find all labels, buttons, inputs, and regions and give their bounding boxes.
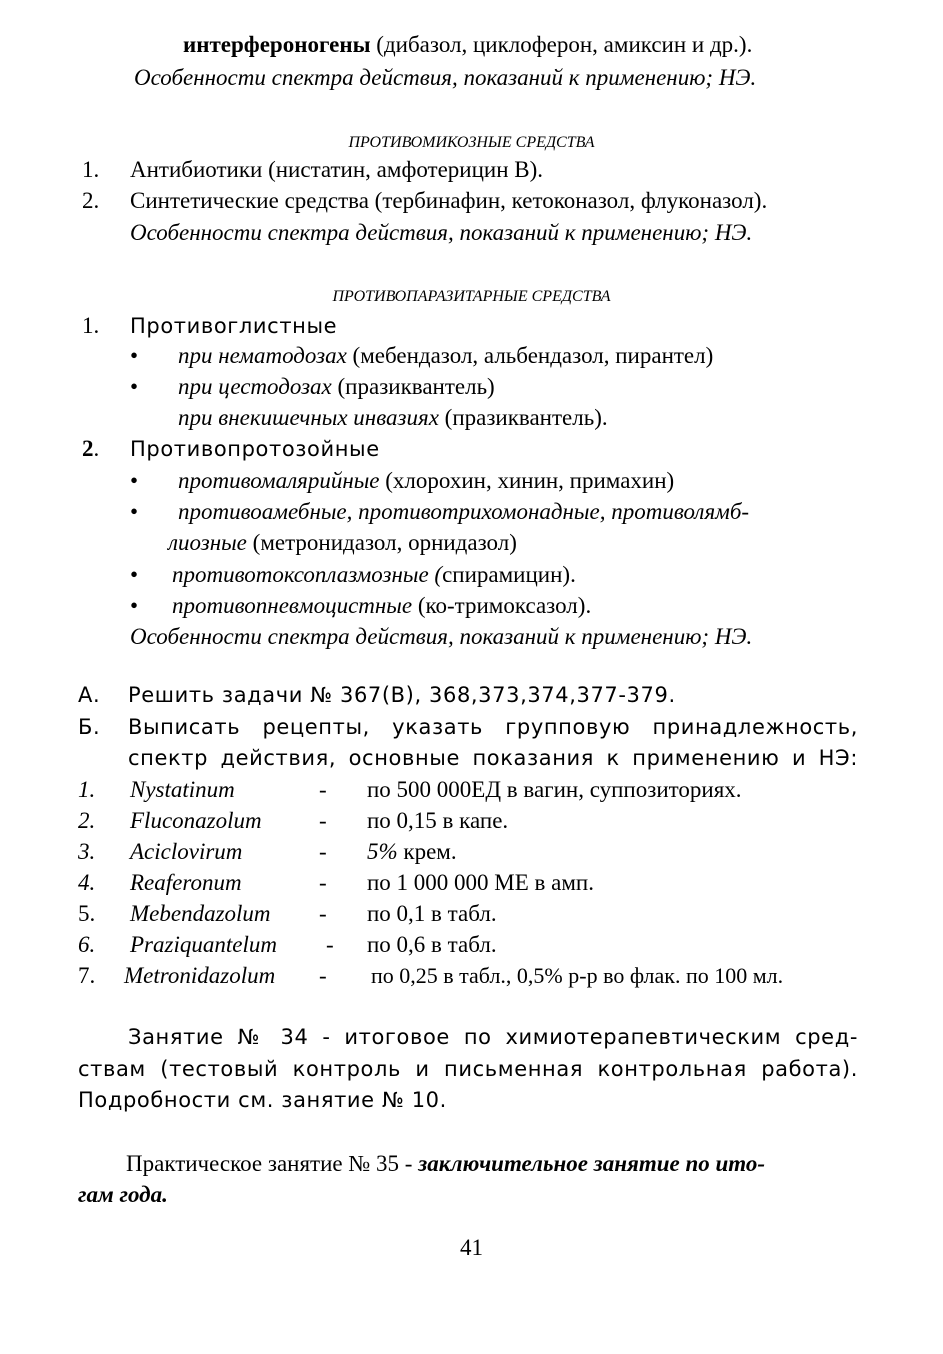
item-text: Антибиотики (нистатин, амфотерицин В). — [130, 157, 544, 182]
lesson35-line2: гам года. — [78, 1182, 168, 1207]
rx-drug: Praziquantelum — [130, 932, 277, 957]
rx-dose: по 0,1 в табл. — [367, 901, 497, 926]
item-number-dot: . — [93, 436, 100, 461]
bullet-rest: (мебендазол, альбендазол, пирантел) — [346, 343, 714, 368]
bullet-italic: противомалярийные — [178, 468, 380, 493]
bullet-icon: • — [130, 343, 139, 368]
lesson34-line3-text: Подробности см. занятие № 10. — [78, 1088, 447, 1112]
rx-dash: - — [319, 901, 327, 926]
rx-number: 1. — [78, 777, 96, 802]
task-text-line2: спектр действия, основные показания к применению и НЭ: — [128, 746, 858, 770]
rx-number: 3. — [78, 839, 96, 864]
rx-number: 4. — [78, 870, 96, 895]
rx-dash: - — [319, 777, 327, 802]
bullet-rest: (ко-тримоксазол). — [412, 593, 592, 618]
prescription-row — [78, 775, 878, 805]
interferon-note: Особенности спектра действия, показаний к применению; НЭ. — [134, 65, 757, 90]
bullet-icon: • — [130, 562, 139, 587]
antifungal-note: Особенности спектра действия, показаний к применению; НЭ. — [130, 220, 753, 245]
rx-dose: по 0,15 в капе. — [367, 808, 509, 833]
lesson35-prefix: Практическое занятие № 35 - — [126, 1151, 419, 1176]
lesson35-bold: заключительное занятие по ито- — [418, 1151, 766, 1176]
task-letter: А. — [78, 683, 101, 707]
rx-dash: - — [319, 839, 327, 864]
item-number: 2. — [82, 188, 100, 213]
page-number: 41 — [460, 1235, 483, 1260]
continuation-rest: (метронидазол, орнидазол) — [246, 530, 517, 555]
rx-dash: - — [319, 870, 327, 895]
rx-number: 6. — [78, 932, 96, 957]
prescription-row — [78, 868, 878, 898]
lesson35-line1 — [126, 1149, 765, 1179]
bullet-icon: • — [130, 468, 139, 493]
bullet-icon: • — [130, 593, 139, 618]
interferon-bold: интерфероногены — [183, 32, 371, 57]
rx-dose: по 1 000 000 МЕ в амп. — [367, 870, 594, 895]
rx-dose: крем. — [397, 839, 457, 864]
item-text: Противопротозойные — [130, 437, 380, 461]
item-number: 1. — [82, 157, 100, 182]
rx-dose-italic: 5% — [367, 839, 398, 864]
task-text: Решить задачи № 367(В), 368,373,374,377-379. — [128, 683, 676, 707]
rx-dose: по 500 000ЕД в вагин, суппозиториях. — [367, 777, 742, 802]
prescription-row — [78, 899, 878, 929]
continuation-italic: лиозные — [168, 530, 247, 555]
lesson34-line3 — [78, 1085, 447, 1115]
lesson34-line1: Занятие № 34 - итоговое по химиотерапевтическим сред- — [128, 1025, 858, 1049]
bullet-rest: (празиквантель) — [331, 374, 495, 399]
antiprotozoal-continuation — [168, 528, 517, 558]
anthelmintic-extra — [178, 403, 608, 433]
item-text: Противоглистные — [130, 314, 338, 338]
antiparasitic-note: Особенности спектра действия, показаний к применению; НЭ. — [130, 624, 753, 649]
bullet-italic: противотоксоплазмозные ( — [172, 562, 443, 587]
rx-dose: по 0,6 в табл. — [367, 932, 497, 957]
item-text: Синтетические средства (тербинафин, кетоконазол, флуконазол). — [130, 188, 768, 213]
rx-drug: Fluconazolum — [130, 808, 262, 833]
prescription-row — [78, 930, 878, 960]
interferon-line — [183, 30, 752, 60]
rx-drug: Metronidazolum — [124, 963, 276, 988]
prescription-row — [78, 961, 878, 991]
bullet-icon: • — [130, 374, 139, 399]
rx-drug: Nystatinum — [130, 777, 235, 802]
prescription-row — [78, 806, 878, 836]
rx-drug: Reaferonum — [130, 870, 242, 895]
interferon-rest: (дибазол, циклоферон, амиксин и др.). — [370, 32, 753, 57]
rx-dose: по 0,25 в табл., 0,5% р-р во флак. по 100 мл. — [371, 963, 784, 988]
rx-dash: - — [319, 808, 327, 833]
task-text-line1: Выписать рецепты, указать групповую принадлежность, — [128, 715, 858, 739]
extra-rest: (празиквантель). — [438, 405, 608, 430]
antifungal-heading: ПРОТИВОМИКОЗНЫЕ СРЕДСТВА — [348, 134, 595, 151]
rx-dash: - — [319, 963, 327, 988]
lesson34-line2: ствам (тестовый контроль и письменная контрольная работа). — [78, 1057, 858, 1081]
rx-number: 2. — [78, 808, 96, 833]
item-number: 1. — [82, 313, 100, 338]
rx-number: 5. — [78, 901, 96, 926]
item-number: 2 — [82, 436, 94, 461]
rx-drug: Aciclovirum — [130, 839, 243, 864]
antiparasitic-heading: ПРОТИВОПАРАЗИТАРНЫЕ СРЕДСТВА — [332, 288, 611, 305]
bullet-rest: (хлорохин, хинин, примахин) — [379, 468, 675, 493]
bullet-italic: противоамебные, противотрихомонадные, противолямб- — [178, 499, 750, 524]
prescription-row — [78, 837, 878, 867]
bullet-icon: • — [130, 499, 139, 524]
rx-number: 7. — [78, 963, 96, 988]
bullet-italic: при нематодозах — [178, 343, 347, 368]
bullet-italic: противопневмоцистные — [172, 593, 413, 618]
bullet-italic: при цестодозах — [178, 374, 332, 399]
task-b — [78, 712, 858, 742]
rx-drug: Mebendazolum — [130, 901, 271, 926]
bullet-rest: спирамицин). — [442, 562, 576, 587]
extra-italic: при внекишечных инвазиях — [178, 405, 439, 430]
task-letter: Б. — [78, 715, 101, 739]
rx-dash: - — [326, 932, 334, 957]
